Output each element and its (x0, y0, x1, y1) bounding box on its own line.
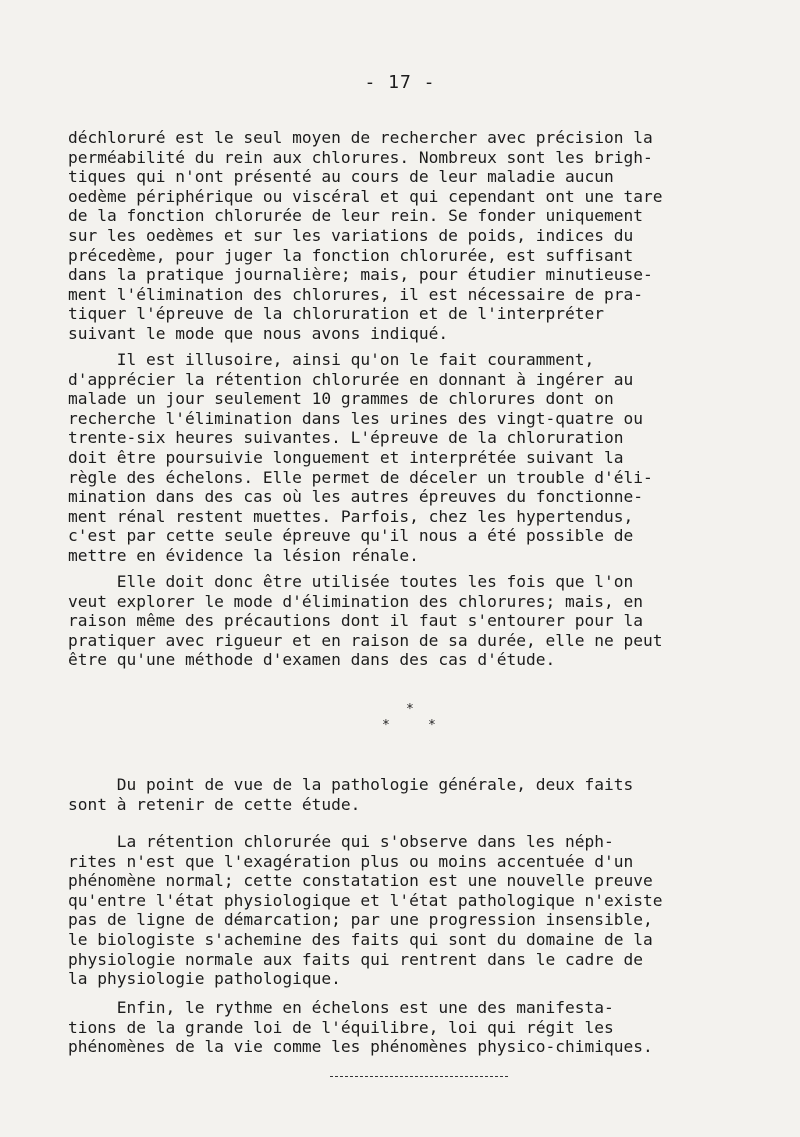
text-line: c'est par cette seule épreuve qu'il nous a été possible de (68, 526, 634, 546)
text-line: qu'entre l'état physiologique et l'état pathologique n'existe (68, 890, 663, 910)
text-line: mination dans des cas où les autres épreuves du fonctionne- (68, 487, 643, 507)
text-line: ment rénal restent muettes. Parfois, chez les hypertendus, (68, 506, 634, 526)
text-line: malade un jour seulement 10 grammes de chlorures dont on (68, 389, 614, 409)
text-line: sont à retenir de cette étude. (68, 794, 361, 814)
asterisk-right: * (428, 718, 436, 733)
text-line: phénomènes de la vie comme les phénomènes physico-chimiques. (68, 1037, 653, 1057)
text-line: recherche l'élimination dans les urines des vingt-quatre ou (68, 408, 643, 428)
text-line: trente-six heures suivantes. L'épreuve de la chloruration (68, 428, 624, 448)
section-separator-asterisks (370, 702, 450, 742)
text-line: Enfin, le rythme en échelons est une des manifesta- (68, 998, 614, 1017)
text-line: veut explorer le mode d'élimination des chlorures; mais, en (68, 591, 643, 611)
text-line: le biologiste s'achemine des faits qui sont du domaine de la (68, 929, 653, 949)
text-line: oedème périphérique ou viscéral et qui cependant ont une tare (68, 186, 663, 206)
text-line: physiologie normale aux faits qui rentrent dans le cadre de (68, 949, 643, 969)
text-line: doit être poursuivie longuement et interprétée suivant la (68, 447, 624, 467)
text-line: La rétention chlorurée qui s'observe dans les néph- (68, 832, 614, 851)
text-line: la physiologie pathologique. (68, 969, 341, 989)
asterisk-top: * (406, 702, 414, 717)
text-line: tiques qui n'ont présenté au cours de leur maladie aucun (68, 167, 614, 187)
text-line: Il est illusoire, ainsi qu'on le fait couramment, (68, 350, 595, 369)
text-line: raison même des précautions dont il faut s'entourer pour la (68, 611, 643, 631)
paragraph-3 (68, 572, 738, 670)
paragraph-6 (68, 998, 738, 1057)
paragraph-2 (68, 350, 738, 566)
text-line: Elle doit donc être utilisée toutes les fois que l'on (68, 572, 634, 591)
text-line: phénomène normal; cette constatation est une nouvelle preuve (68, 871, 653, 891)
text-line: déchloruré est le seul moyen de rechercher avec précision la (68, 128, 653, 147)
paragraph-4 (68, 775, 738, 814)
text-line: suivant le mode que nous avons indiqué. (68, 323, 449, 343)
paragraph-5 (68, 832, 738, 989)
text-line: tiquer l'épreuve de la chloruration et de l'interpréter (68, 304, 605, 324)
text-line: pas de ligne de démarcation; par une progression insensible, (68, 910, 653, 930)
text-line: mettre en évidence la lésion rénale. (68, 545, 419, 565)
text-line: pratiquer avec rigueur et en raison de sa durée, elle ne peut (68, 630, 663, 650)
text-line: perméabilité du rein aux chlorures. Nombreux sont les brigh- (68, 147, 653, 167)
text-line: d'apprécier la rétention chlorurée en donnant à ingérer au (68, 369, 634, 389)
text-line: Du point de vue de la pathologie générale, deux faits (68, 775, 634, 794)
paragraph-1 (68, 128, 738, 344)
text-line: être qu'une méthode d'examen dans des cas d'étude. (68, 650, 556, 670)
text-line: ment l'élimination des chlorures, il est nécessaire de pra- (68, 284, 643, 304)
text-line: dans la pratique journalière; mais, pour étudier minutieuse- (68, 265, 653, 285)
asterisk-left: * (382, 718, 390, 733)
page-number: - 17 - (364, 72, 436, 93)
text-line: précedème, pour juger la fonction chlorurée, est suffisant (68, 245, 634, 265)
text-line: règle des échelons. Elle permet de déceler un trouble d'éli- (68, 467, 653, 487)
text-line: rites n'est que l'exagération plus ou moins accentuée d'un (68, 851, 634, 871)
text-line: tions de la grande loi de l'équilibre, loi qui régit les (68, 1017, 614, 1037)
text-line: de la fonction chlorurée de leur rein. Se fonder uniquement (68, 206, 643, 226)
text-line: sur les oedèmes et sur les variations de poids, indices du (68, 225, 634, 245)
closing-rule (330, 1076, 508, 1077)
